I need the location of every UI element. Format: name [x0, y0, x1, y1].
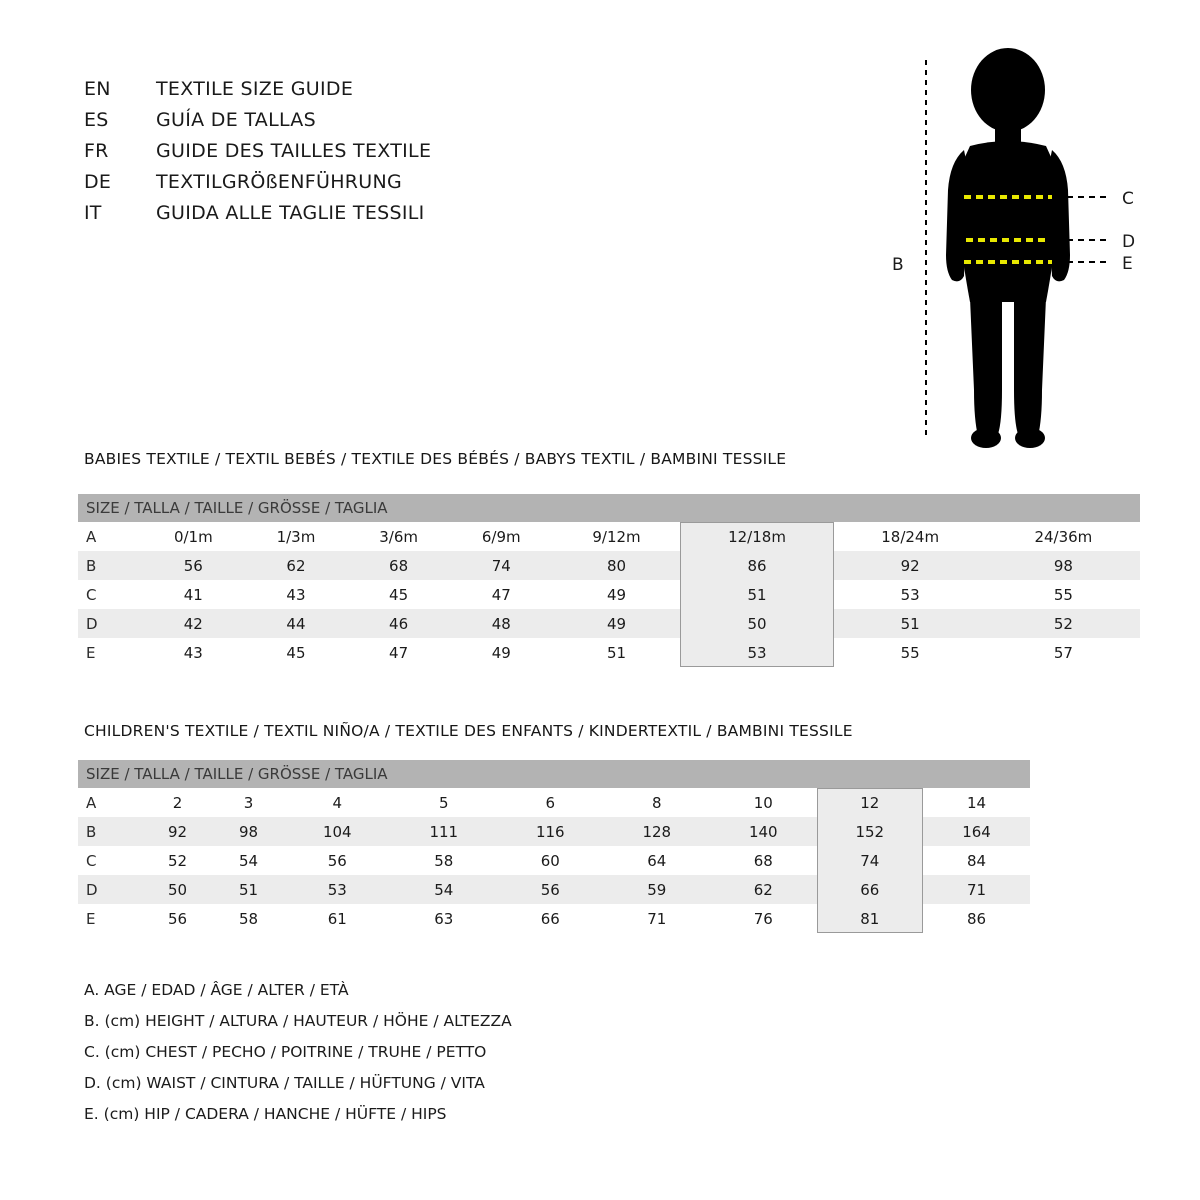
table-row: [78, 522, 1140, 551]
children-cell: 98: [213, 817, 284, 846]
babies-cell: 24/36m: [987, 522, 1140, 551]
legend-block: [84, 975, 512, 1130]
children-cell: 53: [284, 875, 391, 904]
children-cell: 76: [710, 904, 817, 933]
children-cell: 152: [817, 817, 924, 846]
children-cell: 56: [142, 904, 213, 933]
babies-cell: 43: [142, 638, 245, 667]
babies-cell: 52: [987, 609, 1140, 638]
babies-cell: 44: [245, 609, 348, 638]
figure-label-c: C: [1122, 189, 1134, 209]
babies-cell: 46: [347, 609, 450, 638]
babies-cell: 47: [450, 580, 553, 609]
children-cell: 2: [142, 788, 213, 817]
figure-label-d: D: [1122, 232, 1136, 252]
figure-label-b: B: [892, 255, 904, 275]
babies-cell: 53: [680, 638, 833, 667]
title-row-es: [84, 109, 431, 140]
babies-cell: 55: [834, 638, 987, 667]
table-row: [78, 904, 1030, 933]
legend-line-b: B. (cm) HEIGHT / ALTURA / HAUTEUR / HÖHE / ALTEZZA: [84, 1012, 512, 1030]
babies-row-label: D: [78, 609, 142, 638]
babies-size-table: [78, 494, 1140, 667]
table-row: [78, 846, 1030, 875]
table-row: [78, 551, 1140, 580]
babies-cell: 49: [553, 580, 681, 609]
title-lang-en: EN: [84, 78, 111, 100]
children-cell: 164: [923, 817, 1030, 846]
babies-cell: 80: [553, 551, 681, 580]
children-cell: 60: [497, 846, 604, 875]
babies-cell: 49: [553, 609, 681, 638]
babies-cell: 42: [142, 609, 245, 638]
children-cell: 128: [604, 817, 711, 846]
babies-cell: 51: [553, 638, 681, 667]
title-lang-es: ES: [84, 109, 109, 131]
children-cell: 56: [497, 875, 604, 904]
babies-cell: 68: [347, 551, 450, 580]
children-cell: 3: [213, 788, 284, 817]
children-cell: 10: [710, 788, 817, 817]
children-cell: 63: [391, 904, 498, 933]
title-text-en: TEXTILE SIZE GUIDE: [156, 78, 354, 100]
children-header-row: [78, 760, 1030, 788]
children-cell: 66: [817, 875, 924, 904]
title-row-it: [84, 202, 431, 233]
babies-cell: 48: [450, 609, 553, 638]
children-cell: 81: [817, 904, 924, 933]
babies-cell: 53: [834, 580, 987, 609]
title-lang-de: DE: [84, 171, 112, 193]
children-row-label: C: [78, 846, 142, 875]
children-cell: 50: [142, 875, 213, 904]
children-cell: 52: [142, 846, 213, 875]
children-cell: 71: [604, 904, 711, 933]
children-cell: 58: [213, 904, 284, 933]
children-cell: 14: [923, 788, 1030, 817]
children-row-label: D: [78, 875, 142, 904]
title-text-de: TEXTILGRÖßENFÜHRUNG: [156, 171, 403, 193]
babies-cell: 18/24m: [834, 522, 987, 551]
title-row-fr: [84, 140, 431, 171]
children-cell: 84: [923, 846, 1030, 875]
children-cell: 64: [604, 846, 711, 875]
table-row: [78, 609, 1140, 638]
babies-cell: 92: [834, 551, 987, 580]
title-lang-it: IT: [84, 202, 102, 224]
children-row-label: B: [78, 817, 142, 846]
children-size-table: [78, 760, 1030, 933]
children-cell: 62: [710, 875, 817, 904]
babies-row-label: B: [78, 551, 142, 580]
babies-section-heading: BABIES TEXTILE / TEXTIL BEBÉS / TEXTILE DES BÉBÉS / BABYS TEXTIL / BAMBINI TESSILE: [84, 450, 787, 468]
children-cell: 116: [497, 817, 604, 846]
children-cell: 56: [284, 846, 391, 875]
babies-cell: 12/18m: [680, 522, 833, 551]
babies-cell: 51: [834, 609, 987, 638]
babies-cell: 50: [680, 609, 833, 638]
body-measurement-figure: [860, 40, 1160, 460]
table-row: [78, 788, 1030, 817]
babies-cell: 55: [987, 580, 1140, 609]
children-section-heading: CHILDREN'S TEXTILE / TEXTIL NIÑO/A / TEXTILE DES ENFANTS / KINDERTEXTIL / BAMBINI TESSILE: [84, 722, 853, 740]
babies-cell: 51: [680, 580, 833, 609]
babies-cell: 45: [245, 638, 348, 667]
babies-cell: 6/9m: [450, 522, 553, 551]
children-cell: 54: [391, 875, 498, 904]
title-text-es: GUÍA DE TALLAS: [156, 109, 316, 131]
children-cell: 12: [817, 788, 924, 817]
table-row: [78, 875, 1030, 904]
children-cell: 61: [284, 904, 391, 933]
table-row: [78, 580, 1140, 609]
title-text-fr: GUIDE DES TAILLES TEXTILE: [156, 140, 432, 162]
babies-cell: 47: [347, 638, 450, 667]
title-row-en: [84, 78, 431, 109]
title-text-it: GUIDA ALLE TAGLIE TESSILI: [156, 202, 425, 224]
children-cell: 4: [284, 788, 391, 817]
babies-row-label: E: [78, 638, 142, 667]
figure-label-e: E: [1122, 254, 1133, 274]
legend-line-e: E. (cm) HIP / CADERA / HANCHE / HÜFTE / HIPS: [84, 1105, 447, 1123]
children-cell: 104: [284, 817, 391, 846]
title-lang-fr: FR: [84, 140, 109, 162]
babies-cell: 9/12m: [553, 522, 681, 551]
children-row-label: E: [78, 904, 142, 933]
children-cell: 71: [923, 875, 1030, 904]
children-column-header: SIZE / TALLA / TAILLE / GRÖSSE / TAGLIA: [78, 760, 1030, 788]
babies-cell: 56: [142, 551, 245, 580]
title-block: [84, 78, 431, 233]
babies-cell: 86: [680, 551, 833, 580]
legend-line-a: A. AGE / EDAD / ÂGE / ALTER / ETÀ: [84, 981, 349, 999]
children-cell: 51: [213, 875, 284, 904]
babies-column-header: SIZE / TALLA / TAILLE / GRÖSSE / TAGLIA: [78, 494, 1140, 522]
children-cell: 68: [710, 846, 817, 875]
babies-cell: 49: [450, 638, 553, 667]
legend-line-c: C. (cm) CHEST / PECHO / POITRINE / TRUHE / PETTO: [84, 1043, 487, 1061]
children-cell: 58: [391, 846, 498, 875]
children-cell: 66: [497, 904, 604, 933]
babies-cell: 1/3m: [245, 522, 348, 551]
children-cell: 5: [391, 788, 498, 817]
babies-row-label: C: [78, 580, 142, 609]
children-cell: 111: [391, 817, 498, 846]
title-row-de: [84, 171, 431, 202]
babies-cell: 41: [142, 580, 245, 609]
babies-cell: 43: [245, 580, 348, 609]
babies-header-row: [78, 494, 1140, 522]
children-row-label: A: [78, 788, 142, 817]
children-cell: 6: [497, 788, 604, 817]
children-cell: 74: [817, 846, 924, 875]
children-cell: 8: [604, 788, 711, 817]
children-cell: 86: [923, 904, 1030, 933]
babies-cell: 0/1m: [142, 522, 245, 551]
babies-cell: 45: [347, 580, 450, 609]
table-row: [78, 638, 1140, 667]
child-silhouette: [946, 48, 1070, 448]
babies-cell: 74: [450, 551, 553, 580]
babies-cell: 98: [987, 551, 1140, 580]
babies-cell: 57: [987, 638, 1140, 667]
children-cell: 92: [142, 817, 213, 846]
children-cell: 54: [213, 846, 284, 875]
table-row: [78, 817, 1030, 846]
children-cell: 140: [710, 817, 817, 846]
children-cell: 59: [604, 875, 711, 904]
legend-line-d: D. (cm) WAIST / CINTURA / TAILLE / HÜFTUNG / VITA: [84, 1074, 485, 1092]
babies-row-label: A: [78, 522, 142, 551]
babies-cell: 62: [245, 551, 348, 580]
babies-cell: 3/6m: [347, 522, 450, 551]
